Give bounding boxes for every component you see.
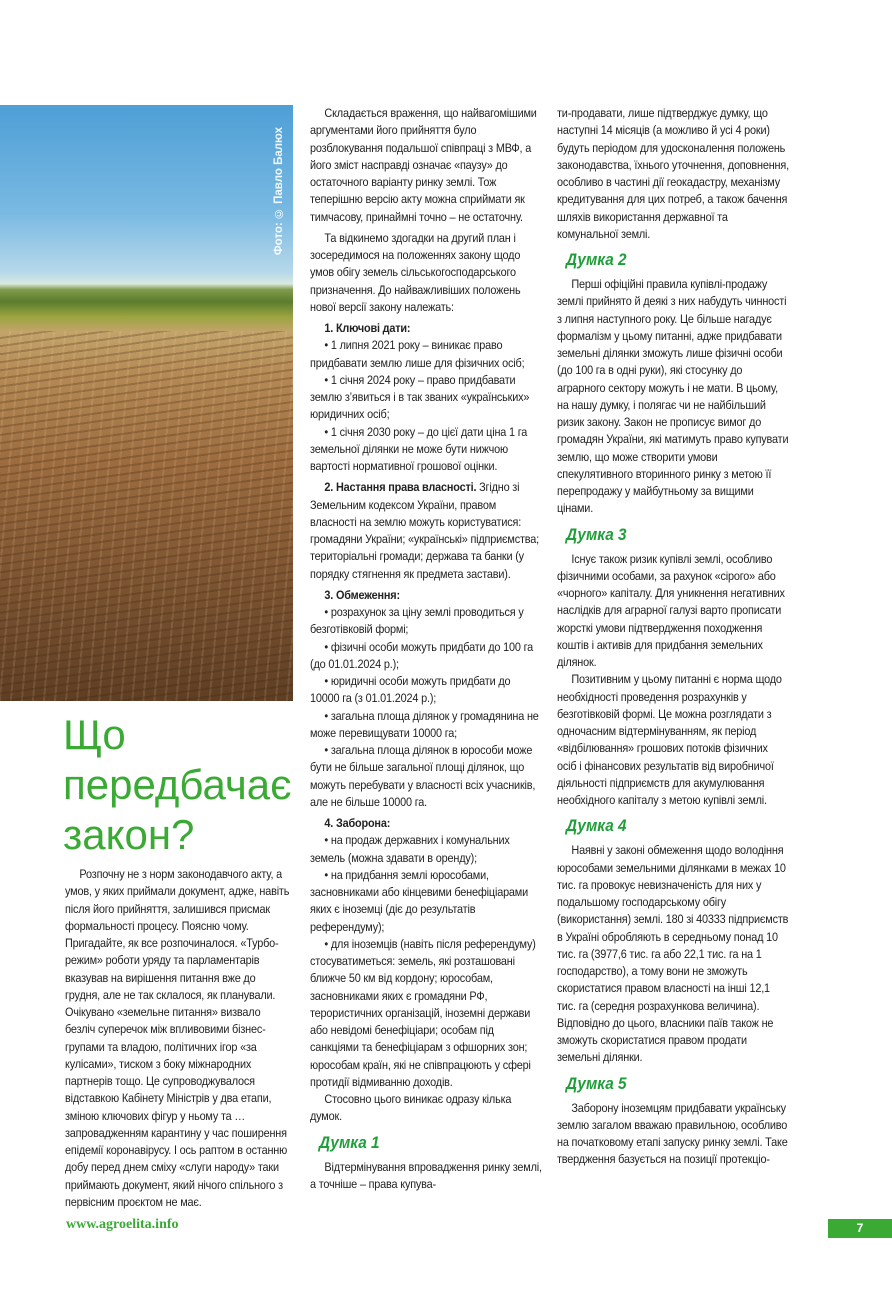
opinion-heading-3: Думка 3 <box>566 524 627 544</box>
paragraph: Стосовно цього виникає одразу кілька думок. <box>310 1092 512 1124</box>
paragraph: Складається враження, що найвагомішими аргументами його прийняття було розблокування подальшої співпраці з МВФ, а його зміст насправді означає «паузу» до остаточного варіанту ринку землі. Тож теперішню версію акту можна сприймати як тимчасову, принаймні точно – не остаточну. <box>310 106 537 224</box>
heading-text: 3. Обмеження: <box>324 587 400 602</box>
bullet: • 1 січня 2030 року – до цієї дати ціна 1 га земельної ділянки не може бути нижчою вартості нормативної грошової оцінки. <box>310 424 528 473</box>
paragraph: Відтермінування впровадження ринку землі, а точніше – права купува- <box>310 1159 542 1191</box>
paragraph: Та відкинемо здогадки на другий план і зосередимося на положеннях закону щодо умов обігу земель сільськогосподарського призначення. До найважливіших положень нової версії закону належать: <box>310 230 521 314</box>
opinion-heading-1: Думка 1 <box>319 1132 380 1152</box>
bullet: • на придбання землі юрособами, засновниками або кінцевими бенефіціарами яких є іноземці (діє до результатів референдуму); <box>310 867 529 934</box>
bullet: • на продаж державних і комунальних земель (можна здавати в оренду); <box>310 833 510 865</box>
bullet: • загальна площа ділянок у громадянина не може перевищувати 10000 га; <box>310 708 539 740</box>
column-1 <box>65 866 293 1211</box>
bullet: • для іноземців (навіть після референдуму) стосуватиметься: земель, які розташовані ближче 50 км від кордону; юрособам, засновниками яких є громадяни РФ, терористичних організацій, іноземні держави або невідомі бенефіціари; особам під санкціями та бенефіціарам з офшорних зон; юрособам країн, які не співпрацюють у сфері протидії відмиванню доходів. <box>310 936 536 1089</box>
bullet: • загальна площа ділянок в юрособи може бути не більше загальної площі ділянок, що можуть перебувати у власності всіх учасників, але не більше 10000 га. <box>310 743 536 809</box>
paragraph <box>310 479 542 583</box>
bullet: • 1 липня 2021 року – виникає право придбавати землю лише для фізичних осіб; <box>310 338 525 370</box>
section-heading <box>310 815 542 832</box>
paragraph: Перші офіційні правила купівлі-продажу землі прийнято й деякі з них набудуть чинності з липня наступного року. Це більше нагадує формалізм у цьому питанні, адже придбавати земельні ділянки зможуть лише фізичні особи (до 100 га в одні руки), які стосунку до аграрного сектору можуть і не мати. В цьому, на нашу думку, і полягає чи не найбільший ризик закону. Закон не прописує вимог до громадян України, які матимуть право купувати землю, що може створити умови спекулятивного вторинного ринку з метою її перепродажу у майбутньому за вищими цінами. <box>557 277 789 516</box>
bullet: • 1 січня 2024 року – право придбавати землю з’явиться і в так званих «українських» юридичних осіб; <box>310 372 530 422</box>
paragraph: Заборону іноземцям придбавати українську землю загалом вважаю правильною, особливо на початковому етапі запуску ринку землі. Таке твердження базується на позиції протекціо- <box>557 1100 788 1167</box>
bullet: • розрахунок за ціну землі проводиться у безготівковій формі; <box>310 605 524 637</box>
bullet: • юридичні особи можуть придбати до 10000 га (з 01.01.2024 р.); <box>310 674 511 706</box>
field-photo <box>0 105 293 701</box>
paragraph: Позитивним у цьому питанні є норма щодо необхідності проведення розрахунків у безготівковій формі. Це можна розглядати з одночасним відтермінуванням, як період «відбілювання» грошових потоків фізичних осіб і фінансових результатів від виробничої діяльності підприємств для акумулювання необхідного капіталу з метою купівлі землі. <box>557 672 782 807</box>
soil-texture <box>0 331 293 701</box>
column-2 <box>310 105 542 1193</box>
opinion-heading-2: Думка 2 <box>566 250 627 269</box>
heading-text: 1. Ключові дати: <box>324 321 411 335</box>
opinion-heading-4: Думка 4 <box>566 816 627 836</box>
paragraph: Наявні у законі обмеження щодо володіння юрособами земельними ділянками в межах 10 тис. га провокує невизначеність для них у подальшому господарському обігу (використання) землі. 180 зі 40333 підприємств в Україні обробляють в середньому понад 10 тис. га (3977,6 тис. га або 22,1 тис. га на 1 господарство), а тому вони не зможуть скористатися правом власності на інші 12,1 тис. га (середня розрахункова величина). Відповідно до цього, власники паїв також не зможуть скористатися правом продати земельні ділянки. <box>557 843 789 1065</box>
column-3 <box>557 105 789 1169</box>
article-title: Що передбачає закон? <box>63 711 292 858</box>
opinion-heading-5: Думка 5 <box>566 1073 627 1093</box>
heading-text: 2. Настання права власності. <box>324 480 477 495</box>
paragraph: Існує також ризик купівлі землі, особливо фізичними особами, за рахунок «сірого» або «чорного» капіталу. Для уникнення негативних наслідків для аграрної галузі варто прописати жорсткі умови підтвердження походження коштів і активів для придбання земельних ділянок. <box>557 551 785 669</box>
heading-text: 4. Заборона: <box>324 816 391 830</box>
photo-credit: Фото: © Павло Балюх <box>273 127 285 256</box>
bullet: • фізичні особи можуть придбати до 100 га (до 01.01.2024 р.); <box>310 639 534 671</box>
section-heading <box>310 320 542 337</box>
paragraph: Розпочну не з норм законодавчого акту, а умов, у яких приймали документ, адже, навіть після його прийняття, залишився присмак формальності процесу. Поясню чому. Пригадайте, як все розпочиналося. «Турбо-режим» роботи уряду та парламентарів вказував на вирішення питання вже до грудня, але не так склалося, як планували. Очікувано «земельне питання» визвало безліч суперечок між впливовими бізнес-групами та владою, політичних ігор «за кулісами», тиском з боку міжнародних партнерів тощо. Це супроводжувалося відставкою Кабінету Міністрів у два етапи, зміною ключових фігур у ньому та … запровадженням карантину у час поширення епідемії коронавірусу. І ось раптом в останню добу перед днем сміху «слуги народу» таки приймають документ, який нічого спільного з первісним проєктом не має. <box>65 867 290 1209</box>
section-heading <box>310 587 542 604</box>
website-link[interactable]: www.agroelita.info <box>66 1217 179 1232</box>
page-number: 7 <box>828 1219 892 1238</box>
paragraph: ти-продавати, лише підтверджує думку, що наступні 14 місяців (а можливо й усі 4 роки) будуть періодом для удосконалення положень законодавства, їхнього уточнення, доповнення, особливо в частині дії геокадастру, механізму кредитування для цих потреб, а також бачення шляхів використання державної та комунальної землі. <box>557 106 789 241</box>
paragraph-text: Згідно зі Земельним кодексом України, правом власності на землю можуть користуватися: громадяни України; «українські» підприємства; територіальні громади; держава та банки (у порядку стягнення як предмета застави). <box>310 480 539 581</box>
